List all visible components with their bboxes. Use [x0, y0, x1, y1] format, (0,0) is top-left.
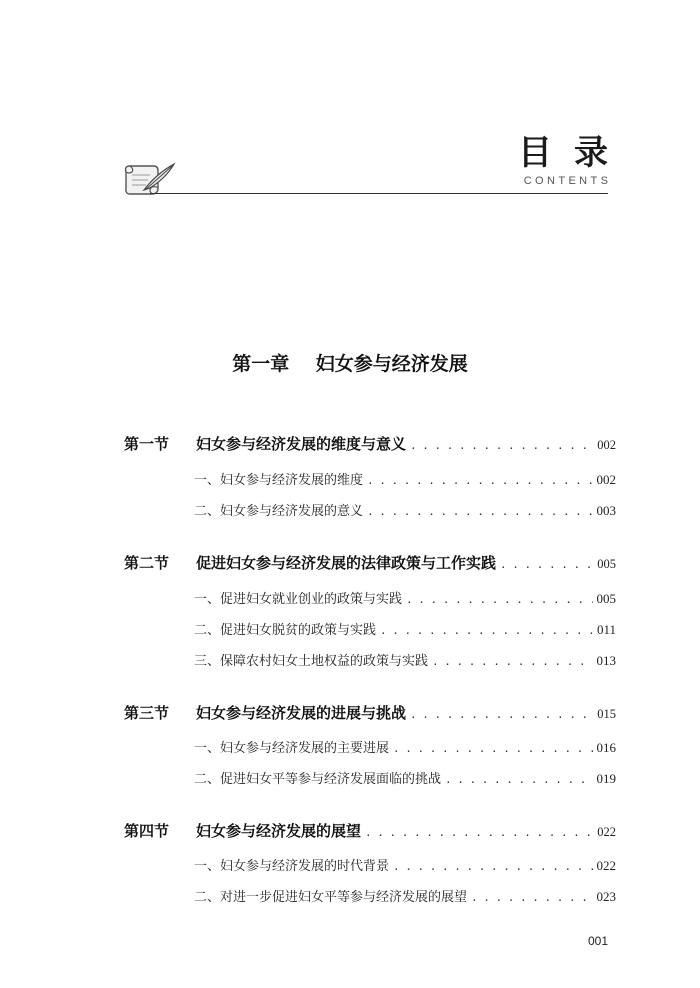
section-number: 第三节	[124, 704, 170, 722]
toc-subsection-entry[interactable]	[194, 469, 616, 488]
dot-leader	[380, 624, 593, 637]
scroll-quill-icon	[120, 160, 178, 200]
section-number: 第二节	[124, 554, 170, 572]
page-number: 023	[596, 889, 616, 904]
dot-leader	[471, 891, 592, 904]
toc-subsection-entry[interactable]	[194, 500, 616, 519]
page-number: 011	[596, 622, 616, 637]
toc-subsection-entry[interactable]	[194, 619, 616, 638]
dot-leader	[406, 593, 592, 606]
contents-subtitle: CONTENTS	[523, 175, 612, 187]
page-number: 005	[596, 591, 616, 606]
dot-leader	[432, 655, 592, 668]
subsection-title: 一、妇女参与经济发展的时代背景	[194, 859, 390, 874]
dot-leader	[393, 742, 592, 755]
subsection-title: 一、妇女参与经济发展的主要进展	[194, 741, 390, 756]
dot-leader	[410, 708, 593, 721]
subsection-title: 二、妇女参与经济发展的意义	[194, 504, 364, 519]
toc-subsection-entry[interactable]	[194, 768, 616, 787]
toc-subsection-entry[interactable]	[194, 886, 616, 905]
dot-leader	[393, 860, 592, 873]
subsection-title: 二、促进妇女平等参与经济发展面临的挑战	[194, 772, 442, 787]
dot-leader	[367, 474, 592, 487]
page-number: 019	[596, 771, 616, 786]
page-number: 022	[597, 825, 616, 839]
folio-page-number: 001	[587, 934, 608, 948]
section-title: 妇女参与经济发展的维度与意义	[196, 435, 407, 453]
page-number: 016	[596, 740, 616, 755]
section-number: 第一节	[124, 435, 170, 453]
toc-section-entry[interactable]	[124, 820, 616, 841]
toc-subsection-entry[interactable]	[194, 855, 616, 874]
toc-subsection-entry[interactable]	[194, 650, 616, 669]
dot-leader	[410, 439, 593, 452]
page-number: 022	[596, 858, 616, 873]
section-title: 促进妇女参与经济发展的法律政策与工作实践	[196, 554, 497, 572]
toc-section-entry[interactable]	[124, 433, 616, 454]
page-number: 005	[597, 557, 616, 571]
page-number: 013	[596, 653, 616, 668]
subsection-title: 一、妇女参与经济发展的维度	[194, 473, 364, 488]
section-title: 妇女参与经济发展的进展与挑战	[196, 704, 407, 722]
dot-leader	[500, 558, 593, 571]
page-number: 003	[596, 503, 616, 518]
toc-subsection-entry[interactable]	[194, 588, 616, 607]
header-divider	[150, 193, 608, 194]
dot-leader	[445, 773, 592, 786]
toc-subsection-entry[interactable]	[194, 737, 616, 756]
subsection-title: 二、对进一步促进妇女平等参与经济发展的展望	[194, 890, 468, 905]
subsection-title: 二、促进妇女脱贫的政策与实践	[194, 623, 377, 638]
page-number: 002	[597, 438, 616, 452]
toc-section-entry[interactable]	[124, 702, 616, 723]
page-number: 002	[596, 472, 616, 487]
section-number: 第四节	[124, 822, 170, 840]
section-title: 妇女参与经济发展的展望	[196, 822, 362, 840]
page-number: 015	[597, 707, 616, 721]
dot-leader	[367, 505, 592, 518]
toc-section-entry[interactable]	[124, 552, 616, 573]
dot-leader	[365, 826, 593, 839]
contents-title: 目录	[518, 133, 630, 173]
chapter-title: 第一章 妇女参与经济发展	[232, 353, 468, 375]
subsection-title: 一、促进妇女就业创业的政策与实践	[194, 592, 403, 607]
subsection-title: 三、保障农村妇女土地权益的政策与实践	[194, 654, 429, 669]
